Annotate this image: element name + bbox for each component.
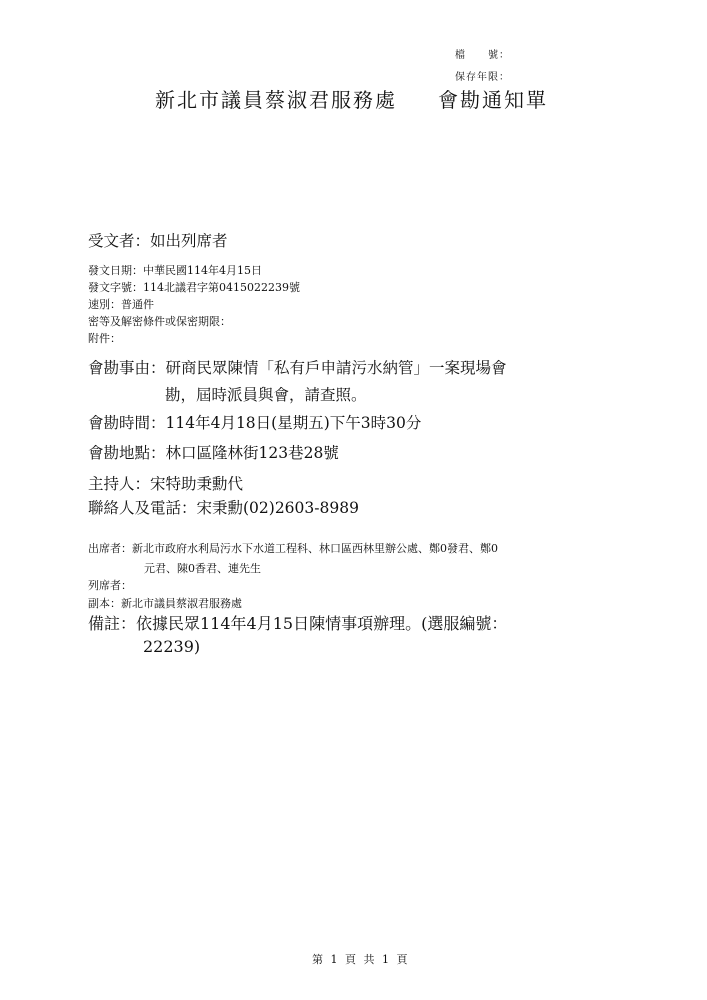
attendees <box>88 539 498 579</box>
dispatch-number: 發文字號：114北議君字第0415022239號 <box>88 281 300 294</box>
confidentiality: 密等及解密條件或保密期限： <box>88 315 231 328</box>
inspection-place: 會勘地點：林口區隆林街123巷28號 <box>88 444 339 462</box>
inspection-time: 會勘時間：114年4月18日(星期五)下午3時30分 <box>88 414 422 432</box>
file-number-label: 檔 號： <box>455 50 510 61</box>
attendees-line-2: 元君、陳0香君、連先生 <box>144 562 261 575</box>
subject-label: 會勘事由： <box>88 359 166 377</box>
retention-period-label: 保存年限： <box>455 72 510 83</box>
host: 主持人：宋特助秉勳代 <box>88 475 244 493</box>
document-type: 會勘通知單 <box>438 88 548 112</box>
recipient: 受文者：如出列席者 <box>88 232 228 250</box>
office-name: 新北市議員蔡淑君服務處 <box>155 88 397 112</box>
remarks-line-1: 備註：依據民眾114年4月15日陳情事項辦理。(選服編號： <box>88 614 508 633</box>
attendees-line-1: 新北市政府水利局污水下水道工程科、林口區西林里辦公處、鄭0發君、鄭0 <box>132 542 498 555</box>
copy-to: 副本：新北市議員蔡淑君服務處 <box>88 597 242 610</box>
contact: 聯絡人及電話：宋秉勳(02)2603-8989 <box>88 499 359 517</box>
page-number: 第 1 頁 共 1 頁 <box>312 953 410 966</box>
subject-line-1: 研商民眾陳情「私有戶申請污水納管」一案現場會 <box>165 359 507 377</box>
dispatch-date: 發文日期：中華民國114年4月15日 <box>88 264 262 277</box>
remarks <box>88 612 628 658</box>
subject-line-2: 勘，屆時派員與會，請查照。 <box>165 386 367 404</box>
attendees-label: 出席者： <box>88 542 132 555</box>
attachment: 附件： <box>88 332 121 345</box>
inspection-subject <box>88 355 628 409</box>
observers: 列席者： <box>88 579 132 592</box>
remarks-line-2: 22239) <box>143 637 201 656</box>
dispatch-speed: 速別：普通件 <box>88 298 154 311</box>
